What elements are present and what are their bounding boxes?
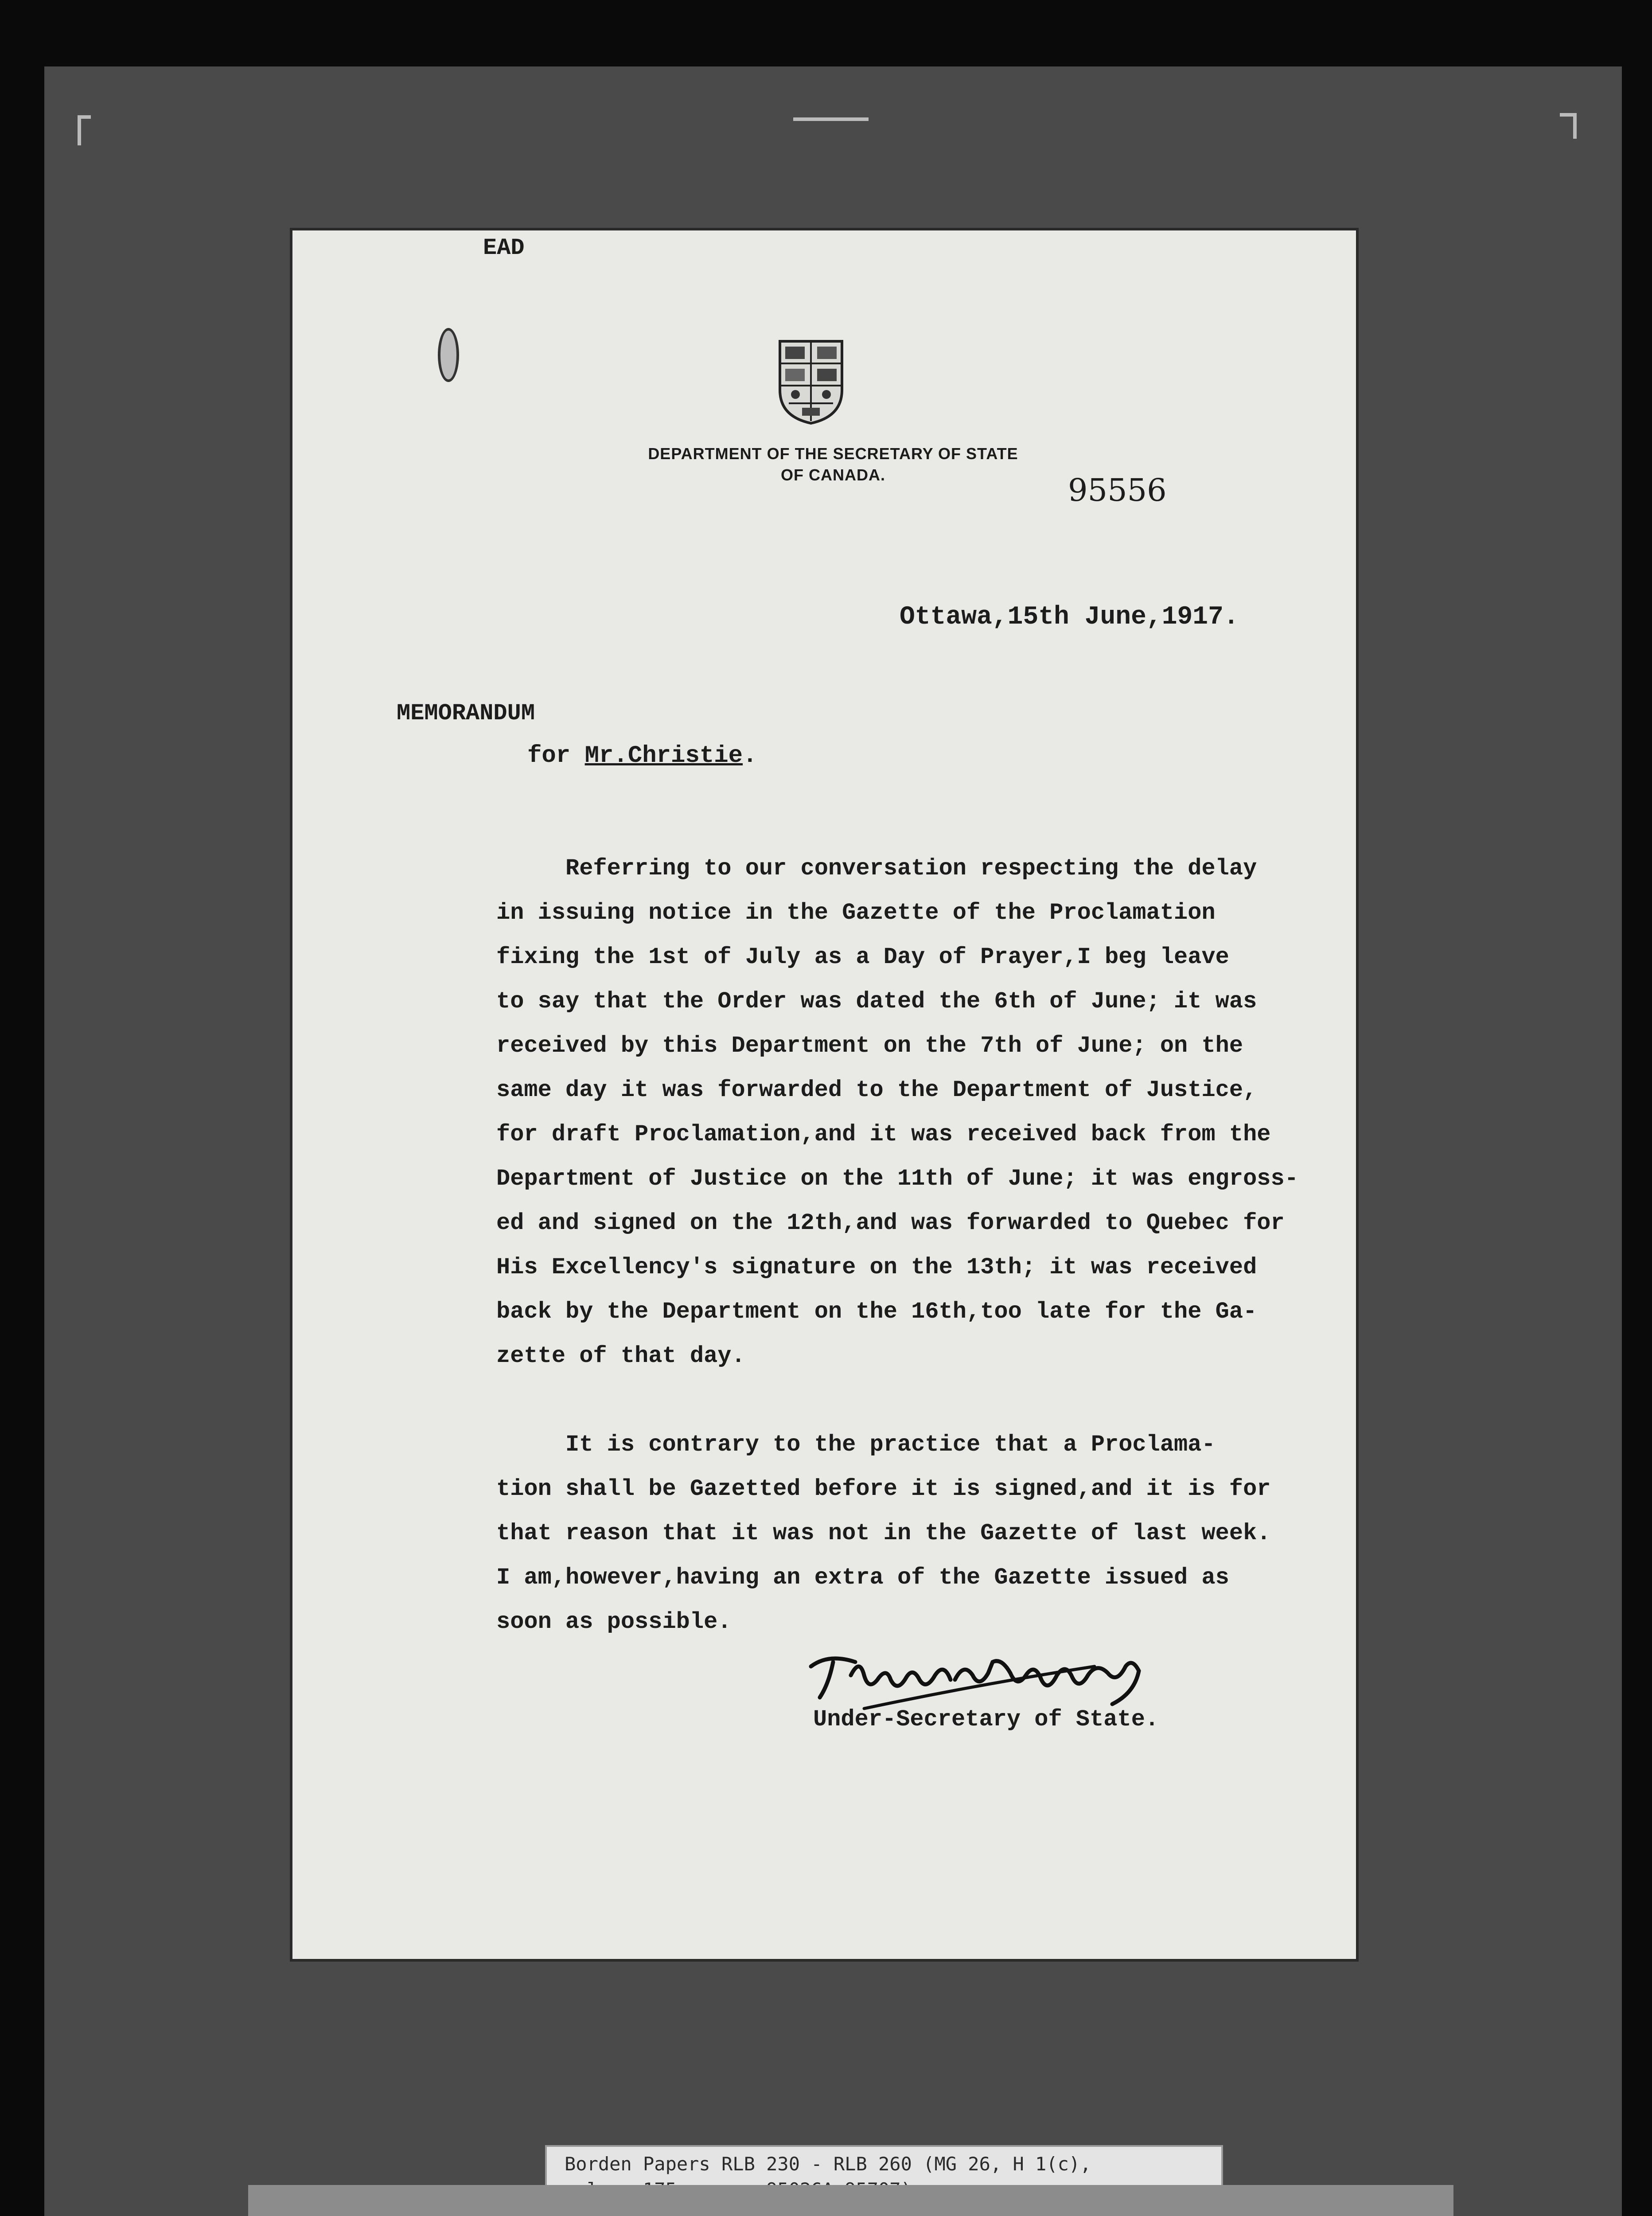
body-line: ed and signed on the 12th,and was forwarded to Quebec for [496,1210,1285,1236]
card-backing [248,2185,1453,2216]
recipient-prefix: for [527,742,571,769]
body-line: zette of that day. [496,1343,745,1369]
handwritten-signature [802,1649,1179,1711]
frame-top-mark [793,117,869,121]
body-line: to say that the Order was dated the 6th of June; it was [496,988,1257,1014]
body-line: tion shall be Gazetted before it is signed,and it is for [496,1476,1271,1502]
frame-corner-mark [78,115,91,145]
body-line: It is contrary to the practice that a Proclama- [496,1432,1216,1458]
recipient-name: Mr.Christie [584,742,743,769]
department-heading [567,443,1099,486]
letter-date: Ottawa,15th June,1917. [900,603,1239,632]
body-line: same day it was forwarded to the Department of Justice, [496,1077,1257,1103]
frame-corner-mark [1560,113,1577,139]
recipient-line [527,742,757,769]
department-line-1: DEPARTMENT OF THE SECRETARY OF STATE [648,445,1018,463]
body-line: in issuing notice in the Gazette of the Proclamation [496,900,1216,926]
body-line: I am,however,having an extra of the Gazette issued as [496,1564,1229,1591]
memo-body [496,847,1329,1644]
body-line: His Excellency's signature on the 13th; it was received [496,1254,1257,1280]
caption-line-1: Borden Papers RLB 230 - RLB 260 (MG 26, H 1(c), [565,2153,1091,2175]
recipient-suffix: . [743,742,757,769]
body-line: soon as possible. [496,1609,732,1635]
body-line: that reason that it was not in the Gazette of last week. [496,1520,1271,1546]
punch-hole [438,328,459,382]
signatory-title: Under-Secretary of State. [813,1706,1159,1732]
body-line [496,1378,1329,1423]
document-number: 95556 [1068,472,1167,508]
body-line: received by this Department on the 7th of June; on the [496,1033,1243,1059]
body-line: Department of Justice on the 11th of June; it was engross- [496,1166,1298,1192]
memo-heading: MEMORANDUM [397,700,535,726]
coat-of-arms-icon [775,337,846,425]
body-line: fixing the 1st of July as a Day of Prayer,I beg leave [496,944,1229,970]
reference-initials: EAD [483,235,525,261]
body-line: for draft Proclamation,and it was received back from the [496,1121,1271,1147]
letter-page [292,230,1356,1959]
body-line: back by the Department on the 16th,too late for the Ga- [496,1299,1257,1325]
department-line-2: OF CANADA. [781,466,885,484]
body-line: Referring to our conversation respecting the delay [496,855,1257,882]
